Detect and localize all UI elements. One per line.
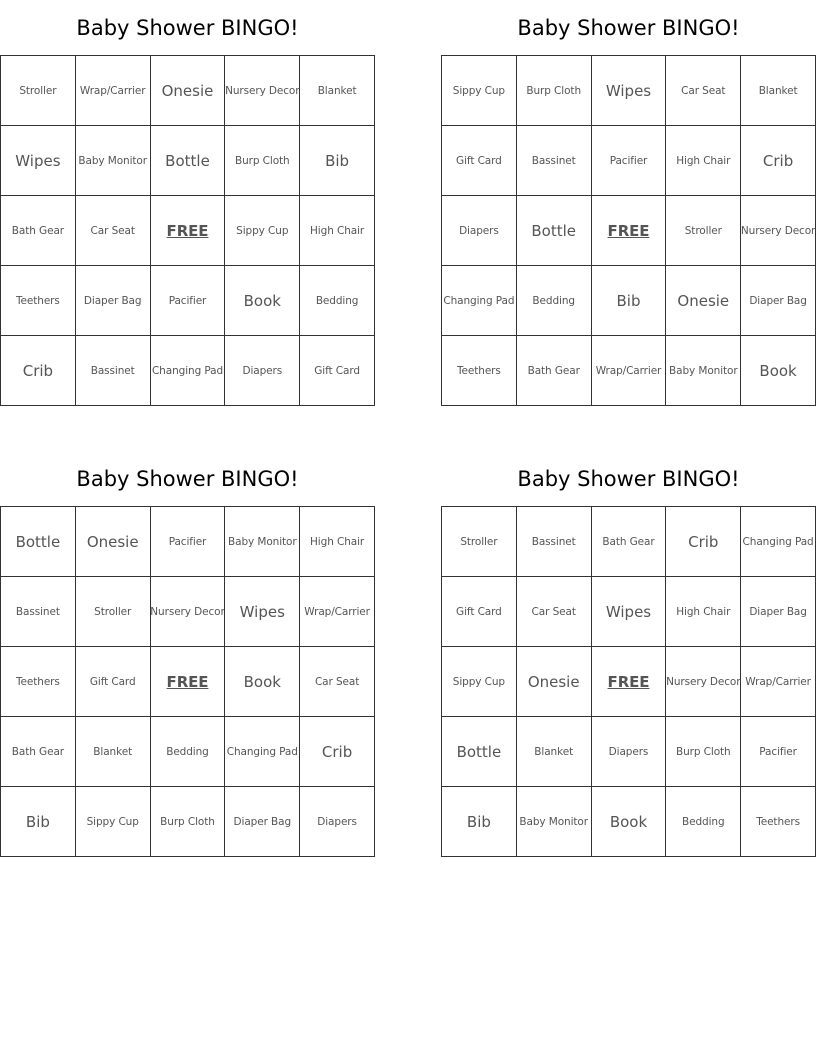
bingo-cell: Diapers: [592, 717, 667, 787]
bingo-cell: Bassinet: [517, 126, 592, 196]
bingo-cell: Book: [592, 787, 667, 857]
bingo-cell: Book: [225, 647, 300, 717]
bingo-cell: Teethers: [442, 336, 517, 406]
bingo-grid: [0, 506, 375, 857]
bingo-cell: Pacifier: [592, 126, 667, 196]
bingo-cell: Sippy Cup: [442, 647, 517, 717]
bingo-cell: Crib: [300, 717, 375, 787]
bingo-cell: Wrap/Carrier: [300, 577, 375, 647]
bingo-cell: Diaper Bag: [76, 266, 151, 336]
bingo-cell: Car Seat: [517, 577, 592, 647]
bingo-cell: Burp Cloth: [225, 126, 300, 196]
bingo-cell: High Chair: [666, 577, 741, 647]
bingo-cell: Pacifier: [151, 266, 226, 336]
bingo-cell: Stroller: [76, 577, 151, 647]
bingo-cell: Bath Gear: [1, 717, 76, 787]
bingo-grid: [0, 55, 375, 406]
bingo-cell: Bath Gear: [517, 336, 592, 406]
bingo-cell: Bath Gear: [1, 196, 76, 266]
bingo-cell: High Chair: [666, 126, 741, 196]
bingo-cell: Bib: [592, 266, 667, 336]
bingo-cell: Diaper Bag: [225, 787, 300, 857]
bingo-cell: Onesie: [666, 266, 741, 336]
bingo-cell: Bassinet: [76, 336, 151, 406]
bingo-cell: Burp Cloth: [666, 717, 741, 787]
bingo-cell: Blanket: [741, 56, 816, 126]
free-space-cell: FREE: [592, 647, 667, 717]
bingo-cell: Bedding: [666, 787, 741, 857]
bingo-cell: Burp Cloth: [151, 787, 226, 857]
bingo-cell: Car Seat: [76, 196, 151, 266]
bingo-grid: [441, 55, 816, 406]
bingo-card: [441, 14, 816, 406]
bingo-cell: Pacifier: [151, 507, 226, 577]
bingo-cell: Nursery Decor: [666, 647, 741, 717]
bingo-card: [441, 465, 816, 857]
bingo-cell: Nursery Decor: [741, 196, 816, 266]
bingo-cell: High Chair: [300, 507, 375, 577]
bingo-cell: Bottle: [151, 126, 226, 196]
bingo-cell: Wipes: [225, 577, 300, 647]
bingo-cell: Sippy Cup: [442, 56, 517, 126]
bingo-cell: Baby Monitor: [517, 787, 592, 857]
bingo-cell: Crib: [741, 126, 816, 196]
bingo-cell: Blanket: [76, 717, 151, 787]
bingo-cell: Bib: [300, 126, 375, 196]
free-space-cell: FREE: [592, 196, 667, 266]
bingo-cell: Sippy Cup: [225, 196, 300, 266]
bingo-card: [0, 465, 375, 857]
bingo-cell: Blanket: [517, 717, 592, 787]
bingo-cell: Changing Pad: [442, 266, 517, 336]
bingo-cell: Wrap/Carrier: [592, 336, 667, 406]
bingo-cell: Gift Card: [442, 126, 517, 196]
bingo-cell: Pacifier: [741, 717, 816, 787]
bingo-cell: Bottle: [1, 507, 76, 577]
bingo-cell: Teethers: [741, 787, 816, 857]
bingo-cell: Bottle: [442, 717, 517, 787]
bingo-cell: Burp Cloth: [517, 56, 592, 126]
bingo-cell: Onesie: [76, 507, 151, 577]
bingo-cell: Diaper Bag: [741, 577, 816, 647]
bingo-cell: Wipes: [592, 577, 667, 647]
bingo-cell: Bottle: [517, 196, 592, 266]
bingo-cell: Book: [225, 266, 300, 336]
bingo-cell: Sippy Cup: [76, 787, 151, 857]
bingo-cell: Changing Pad: [741, 507, 816, 577]
bingo-cell: Changing Pad: [225, 717, 300, 787]
bingo-cell: Crib: [1, 336, 76, 406]
bingo-cell: Stroller: [1, 56, 76, 126]
bingo-cell: Teethers: [1, 266, 76, 336]
bingo-cell: Bib: [442, 787, 517, 857]
bingo-cell: Bassinet: [1, 577, 76, 647]
bingo-cell: Diapers: [300, 787, 375, 857]
bingo-cell: Diaper Bag: [741, 266, 816, 336]
card-title: Baby Shower BINGO!: [517, 467, 740, 491]
bingo-cell: Bassinet: [517, 507, 592, 577]
bingo-cell: Stroller: [666, 196, 741, 266]
bingo-card: [0, 14, 375, 406]
bingo-cell: Crib: [666, 507, 741, 577]
bingo-cell: Changing Pad: [151, 336, 226, 406]
bingo-cell: Onesie: [151, 56, 226, 126]
bingo-cell: Onesie: [517, 647, 592, 717]
bingo-cell: Wipes: [1, 126, 76, 196]
bingo-cell: Gift Card: [442, 577, 517, 647]
card-title: Baby Shower BINGO!: [76, 16, 299, 40]
bingo-cell: Book: [741, 336, 816, 406]
free-space-cell: FREE: [151, 647, 226, 717]
bingo-cell: Blanket: [300, 56, 375, 126]
bingo-cell: Bib: [1, 787, 76, 857]
bingo-cell: Car Seat: [300, 647, 375, 717]
bingo-cell: Baby Monitor: [666, 336, 741, 406]
free-space-cell: FREE: [151, 196, 226, 266]
bingo-cell: Bath Gear: [592, 507, 667, 577]
card-title: Baby Shower BINGO!: [76, 467, 299, 491]
bingo-cell: Wrap/Carrier: [741, 647, 816, 717]
bingo-cell: Bedding: [517, 266, 592, 336]
bingo-cell: Bedding: [300, 266, 375, 336]
bingo-cell: Baby Monitor: [76, 126, 151, 196]
bingo-cell: Baby Monitor: [225, 507, 300, 577]
bingo-cell: Car Seat: [666, 56, 741, 126]
bingo-cell: High Chair: [300, 196, 375, 266]
bingo-cell: Teethers: [1, 647, 76, 717]
bingo-grid: [441, 506, 816, 857]
bingo-cell: Stroller: [442, 507, 517, 577]
bingo-cell: Gift Card: [300, 336, 375, 406]
bingo-cell: Nursery Decor: [151, 577, 226, 647]
card-title: Baby Shower BINGO!: [517, 16, 740, 40]
bingo-cell: Wipes: [592, 56, 667, 126]
bingo-cell: Bedding: [151, 717, 226, 787]
bingo-cell: Diapers: [225, 336, 300, 406]
bingo-cell: Gift Card: [76, 647, 151, 717]
bingo-cell: Diapers: [442, 196, 517, 266]
bingo-cell: Nursery Decor: [225, 56, 300, 126]
bingo-cell: Wrap/Carrier: [76, 56, 151, 126]
